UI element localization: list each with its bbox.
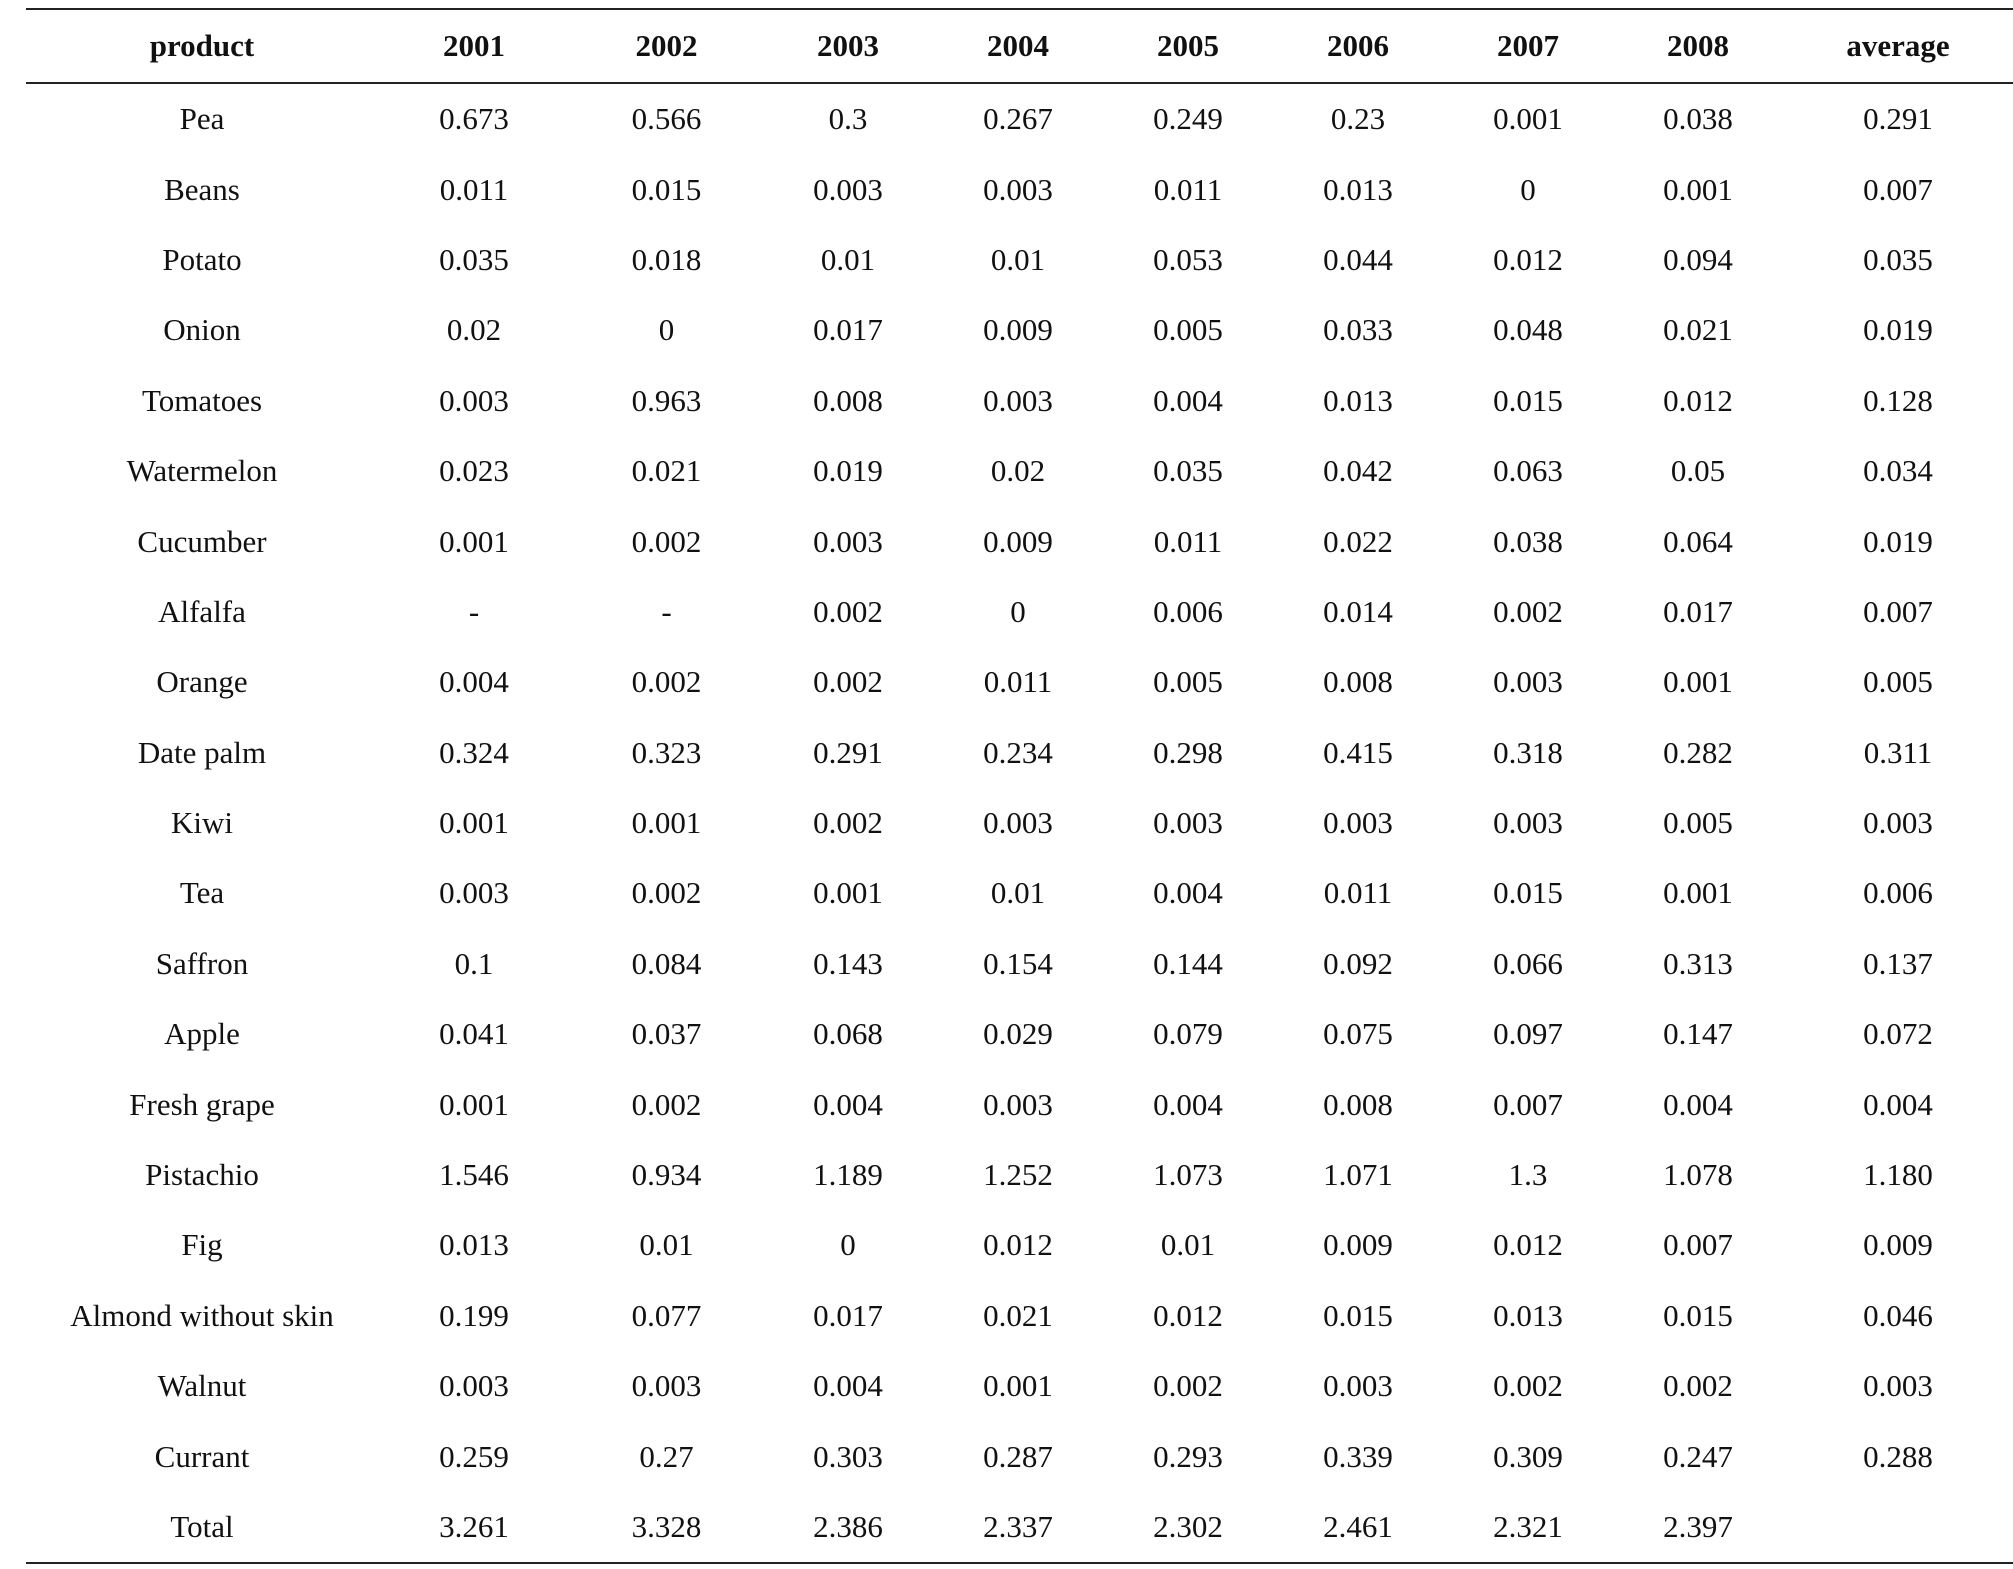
- value-cell: 0.007: [1863, 171, 1933, 207]
- value-cell: 2.321: [1443, 1492, 1613, 1563]
- value-cell: 0.339: [1323, 1438, 1393, 1474]
- value-cell: [1783, 1492, 2013, 1563]
- value-cell: 0.415: [1323, 734, 1393, 770]
- header-cell-2003: 2003: [763, 9, 933, 83]
- product-name-cell: Cucumber: [137, 523, 267, 559]
- value-cell: 0.934: [631, 1157, 702, 1193]
- product-name-cell: Watermelon: [126, 453, 278, 489]
- header-cell-product: product: [26, 9, 378, 83]
- data-table-container: [26, 8, 2013, 1564]
- value-cell: 0.247: [1663, 1438, 1733, 1474]
- value-cell: 0.259: [439, 1438, 509, 1474]
- value-cell: 0.019: [1863, 312, 1933, 348]
- value-cell: 0.287: [983, 1438, 1053, 1474]
- value-cell: 0.298: [1153, 734, 1223, 770]
- value-cell: 0.009: [1323, 1227, 1393, 1263]
- table-row: [26, 436, 2013, 506]
- value-cell: 0.021: [983, 1297, 1053, 1333]
- value-cell: 0.318: [1493, 734, 1563, 770]
- value-cell: 0.012: [983, 1227, 1053, 1263]
- product-name-cell: Potato: [162, 241, 242, 277]
- header-cell-average: average: [1783, 9, 2013, 83]
- value-cell: 0.033: [1323, 312, 1393, 348]
- value-cell: 0.008: [813, 382, 883, 418]
- value-cell: 0.008: [1323, 664, 1393, 700]
- value-cell: 0.004: [1863, 1086, 1933, 1122]
- value-cell: 0.147: [1663, 1016, 1733, 1052]
- value-cell: 0.282: [1663, 734, 1733, 770]
- value-cell: 0.077: [631, 1297, 702, 1333]
- value-cell: 0.566: [631, 101, 702, 137]
- value-cell: 0.137: [1863, 945, 1933, 981]
- value-cell: 0.014: [1323, 593, 1393, 629]
- value-cell: 2.386: [763, 1492, 933, 1563]
- value-cell: 1.252: [983, 1157, 1053, 1193]
- product-name-cell: Date palm: [137, 734, 267, 770]
- table-row: [26, 788, 2013, 858]
- value-cell: 1.189: [813, 1157, 883, 1193]
- header-cell-2006: 2006: [1273, 9, 1443, 83]
- value-cell: 0.001: [1663, 171, 1733, 207]
- product-name-cell: Tea: [179, 875, 225, 911]
- value-cell: 0.002: [1493, 593, 1563, 629]
- value-cell: 0.008: [1323, 1086, 1393, 1122]
- product-name-cell: Tomatoes: [141, 382, 263, 418]
- table-row: [26, 154, 2013, 224]
- value-cell: 0.015: [1493, 875, 1563, 911]
- value-cell: 0.003: [1153, 805, 1223, 841]
- value-cell: 0.004: [813, 1368, 883, 1404]
- value-cell: 0.005: [1153, 664, 1223, 700]
- value-cell: 0.013: [439, 1227, 509, 1263]
- value-cell: 0.001: [439, 1086, 509, 1122]
- value-cell: 0.011: [983, 664, 1053, 700]
- product-name-cell: Pea: [179, 101, 225, 137]
- value-cell: 0.288: [1863, 1438, 1933, 1474]
- header-cell-2005: 2005: [1103, 9, 1273, 83]
- product-name-cell: Beans: [164, 171, 240, 207]
- value-cell: 0.012: [1153, 1297, 1223, 1333]
- value-cell: 0.003: [439, 875, 509, 911]
- value-cell: 0.267: [983, 101, 1053, 137]
- value-cell: 0.023: [439, 453, 509, 489]
- value-cell: 0.003: [983, 805, 1053, 841]
- value-cell: 0.002: [631, 875, 702, 911]
- value-cell: 0.018: [631, 241, 702, 277]
- product-name-cell: Apple: [164, 1016, 240, 1052]
- value-cell: 0.291: [1863, 101, 1933, 137]
- value-cell: 0.003: [631, 1368, 702, 1404]
- header-cell-2007: 2007: [1443, 9, 1613, 83]
- value-cell: 0.038: [1663, 101, 1733, 137]
- table-body: [26, 83, 2013, 1563]
- value-cell: 0.234: [983, 734, 1053, 770]
- value-cell: 0.053: [1153, 241, 1223, 277]
- value-cell: 0.063: [1493, 453, 1563, 489]
- value-cell: 0: [658, 312, 675, 348]
- value-cell: 0.068: [813, 1016, 883, 1052]
- value-cell: 0.003: [983, 171, 1053, 207]
- value-cell: 0.001: [631, 805, 702, 841]
- value-cell: 0.291: [813, 734, 883, 770]
- value-cell: 2.302: [1103, 1492, 1273, 1563]
- product-name-cell: Orange: [156, 664, 248, 700]
- value-cell: 0.007: [1663, 1227, 1733, 1263]
- product-name-cell: Fresh grape: [129, 1086, 275, 1122]
- table-row: [26, 718, 2013, 788]
- value-cell: 0.011: [1153, 171, 1223, 207]
- value-cell: 0.009: [1863, 1227, 1933, 1263]
- value-cell: 0.006: [1863, 875, 1933, 911]
- table-row: [26, 999, 2013, 1069]
- value-cell: 0.011: [439, 171, 509, 207]
- value-cell: 0.01: [820, 241, 876, 277]
- product-name-cell: Onion: [163, 312, 241, 348]
- value-cell: 0.02: [446, 312, 502, 348]
- value-cell: 2.461: [1273, 1492, 1443, 1563]
- value-cell: 0.003: [813, 523, 883, 559]
- value-cell: 0.001: [1663, 875, 1733, 911]
- value-cell: 0.003: [1323, 1368, 1393, 1404]
- value-cell: 1.078: [1663, 1157, 1733, 1193]
- header-cell-2001: 2001: [378, 9, 570, 83]
- value-cell: 0.003: [439, 1368, 509, 1404]
- value-cell: 2.337: [933, 1492, 1103, 1563]
- value-cell: 0.019: [1863, 523, 1933, 559]
- table-row: [26, 366, 2013, 436]
- value-cell: 0.01: [1160, 1227, 1216, 1263]
- value-cell: 0.013: [1493, 1297, 1563, 1333]
- table-row: [26, 225, 2013, 295]
- value-cell: 0.001: [813, 875, 883, 911]
- header-cell-2002: 2002: [570, 9, 763, 83]
- value-cell: 0.005: [1153, 312, 1223, 348]
- value-cell: 1.546: [439, 1157, 509, 1193]
- value-cell: 0.003: [1863, 1368, 1933, 1404]
- table-row: [26, 577, 2013, 647]
- value-cell: 0.249: [1153, 101, 1223, 137]
- value-cell: 0: [1520, 171, 1536, 207]
- value-cell: 0.007: [1863, 593, 1933, 629]
- value-cell: 0.009: [983, 523, 1053, 559]
- value-cell: 0.042: [1323, 453, 1393, 489]
- value-cell: 0.002: [1493, 1368, 1563, 1404]
- value-cell: 0.037: [631, 1016, 702, 1052]
- table-row: [26, 647, 2013, 717]
- value-cell: 0.041: [439, 1016, 509, 1052]
- value-cell: 0.019: [813, 453, 883, 489]
- value-cell: 0.309: [1493, 1438, 1563, 1474]
- table-row: [26, 1421, 2013, 1491]
- value-cell: 0.144: [1153, 945, 1223, 981]
- value-cell: 0.3: [828, 101, 868, 137]
- product-name-cell: Total: [26, 1492, 378, 1563]
- value-cell: 3.261: [378, 1492, 570, 1563]
- value-cell: 0.005: [1863, 664, 1933, 700]
- value-cell: 0.01: [639, 1227, 694, 1263]
- table-row: [26, 858, 2013, 928]
- product-name-cell: Currant: [154, 1438, 250, 1474]
- value-cell: 0.004: [1153, 1086, 1223, 1122]
- value-cell: 0.007: [1493, 1086, 1563, 1122]
- value-cell: 0.01: [990, 241, 1046, 277]
- value-cell: 0.011: [1153, 523, 1223, 559]
- product-name-cell: Kiwi: [171, 805, 233, 841]
- value-cell: 0.001: [439, 523, 509, 559]
- value-cell: 0.017: [813, 312, 883, 348]
- value-cell: 0.003: [813, 171, 883, 207]
- value-cell: 0.015: [1493, 382, 1563, 418]
- value-cell: 0.004: [1663, 1086, 1733, 1122]
- product-name-cell: Saffron: [155, 945, 249, 981]
- value-cell: 0.27: [639, 1438, 694, 1474]
- value-cell: 0.003: [983, 382, 1053, 418]
- product-data-table: [26, 8, 2013, 1564]
- value-cell: 0.002: [1153, 1368, 1223, 1404]
- product-name-cell: Pistachio: [145, 1157, 259, 1193]
- value-cell: 0.004: [1153, 875, 1223, 911]
- value-cell: 0.079: [1153, 1016, 1223, 1052]
- table-row: [26, 506, 2013, 576]
- value-cell: 0.075: [1323, 1016, 1393, 1052]
- value-cell: 0.199: [439, 1297, 509, 1333]
- table-row: [26, 1069, 2013, 1139]
- value-cell: 0.323: [631, 734, 702, 770]
- table-row: [26, 1140, 2013, 1210]
- value-cell: 0.064: [1663, 523, 1733, 559]
- value-cell: 0.1: [454, 945, 494, 981]
- value-cell: 0.022: [1323, 523, 1393, 559]
- value-cell: 0.094: [1663, 241, 1733, 277]
- value-cell: 0.021: [631, 453, 702, 489]
- value-cell: 0.013: [1323, 382, 1393, 418]
- value-cell: 0.012: [1493, 1227, 1563, 1263]
- value-cell: 0.015: [1663, 1297, 1733, 1333]
- value-cell: 0.013: [1323, 171, 1393, 207]
- header-cell-2004: 2004: [933, 9, 1103, 83]
- value-cell: 0.05: [1670, 453, 1726, 489]
- value-cell: 0.072: [1863, 1016, 1933, 1052]
- value-cell: 0.029: [983, 1016, 1053, 1052]
- value-cell: 0.092: [1323, 945, 1393, 981]
- value-cell: 0.003: [1863, 805, 1933, 841]
- value-cell: 0: [1010, 593, 1026, 629]
- value-cell: -: [468, 593, 480, 629]
- table-row: [26, 83, 2013, 154]
- value-cell: 0.002: [631, 1086, 702, 1122]
- value-cell: 0.004: [813, 1086, 883, 1122]
- value-cell: 0.001: [983, 1368, 1053, 1404]
- product-name-cell: Almond without skin: [70, 1297, 334, 1333]
- value-cell: 0.034: [1863, 453, 1933, 489]
- value-cell: 1.3: [1508, 1157, 1548, 1193]
- value-cell: 0.002: [813, 805, 883, 841]
- value-cell: 0.963: [631, 382, 702, 418]
- value-cell: 0.038: [1493, 523, 1563, 559]
- value-cell: 0.005: [1663, 805, 1733, 841]
- header-row: [26, 9, 2013, 83]
- value-cell: 0.021: [1663, 312, 1733, 348]
- value-cell: 1.180: [1863, 1157, 1933, 1193]
- value-cell: 0.128: [1863, 382, 1933, 418]
- value-cell: 1.071: [1323, 1157, 1393, 1193]
- value-cell: 0.313: [1663, 945, 1733, 981]
- value-cell: 0.017: [813, 1297, 883, 1333]
- value-cell: 0.001: [1493, 101, 1563, 137]
- value-cell: 2.397: [1613, 1492, 1783, 1563]
- table-row: [26, 1210, 2013, 1280]
- value-cell: 0.084: [631, 945, 702, 981]
- value-cell: 0.035: [439, 241, 509, 277]
- table-row: [26, 929, 2013, 999]
- value-cell: 1.073: [1153, 1157, 1223, 1193]
- value-cell: 0.673: [439, 101, 509, 137]
- table-row: [26, 1281, 2013, 1351]
- value-cell: 0.011: [1323, 875, 1393, 911]
- value-cell: 0.015: [631, 171, 702, 207]
- value-cell: 0.23: [1330, 101, 1386, 137]
- value-cell: 0.003: [1493, 805, 1563, 841]
- value-cell: 0.311: [1863, 734, 1933, 770]
- value-cell: 0.001: [1663, 664, 1733, 700]
- value-cell: 0.012: [1663, 382, 1733, 418]
- value-cell: 0.003: [1493, 664, 1563, 700]
- value-cell: 0.001: [439, 805, 509, 841]
- value-cell: 0.143: [813, 945, 883, 981]
- value-cell: 0.048: [1493, 312, 1563, 348]
- value-cell: 0.324: [439, 734, 509, 770]
- value-cell: 0.004: [1153, 382, 1223, 418]
- header-cell-2008: 2008: [1613, 9, 1783, 83]
- value-cell: 0.035: [1863, 241, 1933, 277]
- value-cell: 0.046: [1863, 1297, 1933, 1333]
- value-cell: 0.015: [1323, 1297, 1393, 1333]
- value-cell: 0.002: [631, 664, 702, 700]
- product-name-cell: Fig: [181, 1227, 223, 1263]
- table-row: [26, 295, 2013, 365]
- value-cell: 0.017: [1663, 593, 1733, 629]
- table-row: [26, 1351, 2013, 1421]
- value-cell: 0.002: [631, 523, 702, 559]
- value-cell: 0.154: [983, 945, 1053, 981]
- product-name-cell: Alfalfa: [158, 593, 246, 629]
- value-cell: 0.002: [1663, 1368, 1733, 1404]
- value-cell: 0.012: [1493, 241, 1563, 277]
- value-cell: 3.328: [570, 1492, 763, 1563]
- value-cell: 0.003: [1323, 805, 1393, 841]
- value-cell: 0.035: [1153, 453, 1223, 489]
- value-cell: 0.066: [1493, 945, 1563, 981]
- value-cell: 0.006: [1153, 593, 1223, 629]
- product-name-cell: Walnut: [157, 1368, 247, 1404]
- value-cell: 0.009: [983, 312, 1053, 348]
- value-cell: 0.003: [439, 382, 509, 418]
- value-cell: -: [661, 593, 672, 629]
- value-cell: 0.01: [990, 875, 1046, 911]
- value-cell: 0.303: [813, 1438, 883, 1474]
- table-row: [26, 1492, 2013, 1563]
- value-cell: 0.002: [813, 593, 883, 629]
- value-cell: 0: [840, 1227, 856, 1263]
- value-cell: 0.044: [1323, 241, 1393, 277]
- value-cell: 0.002: [813, 664, 883, 700]
- value-cell: 0.097: [1493, 1016, 1563, 1052]
- value-cell: 0.293: [1153, 1438, 1223, 1474]
- value-cell: 0.004: [439, 664, 509, 700]
- value-cell: 0.02: [990, 453, 1046, 489]
- value-cell: 0.003: [983, 1086, 1053, 1122]
